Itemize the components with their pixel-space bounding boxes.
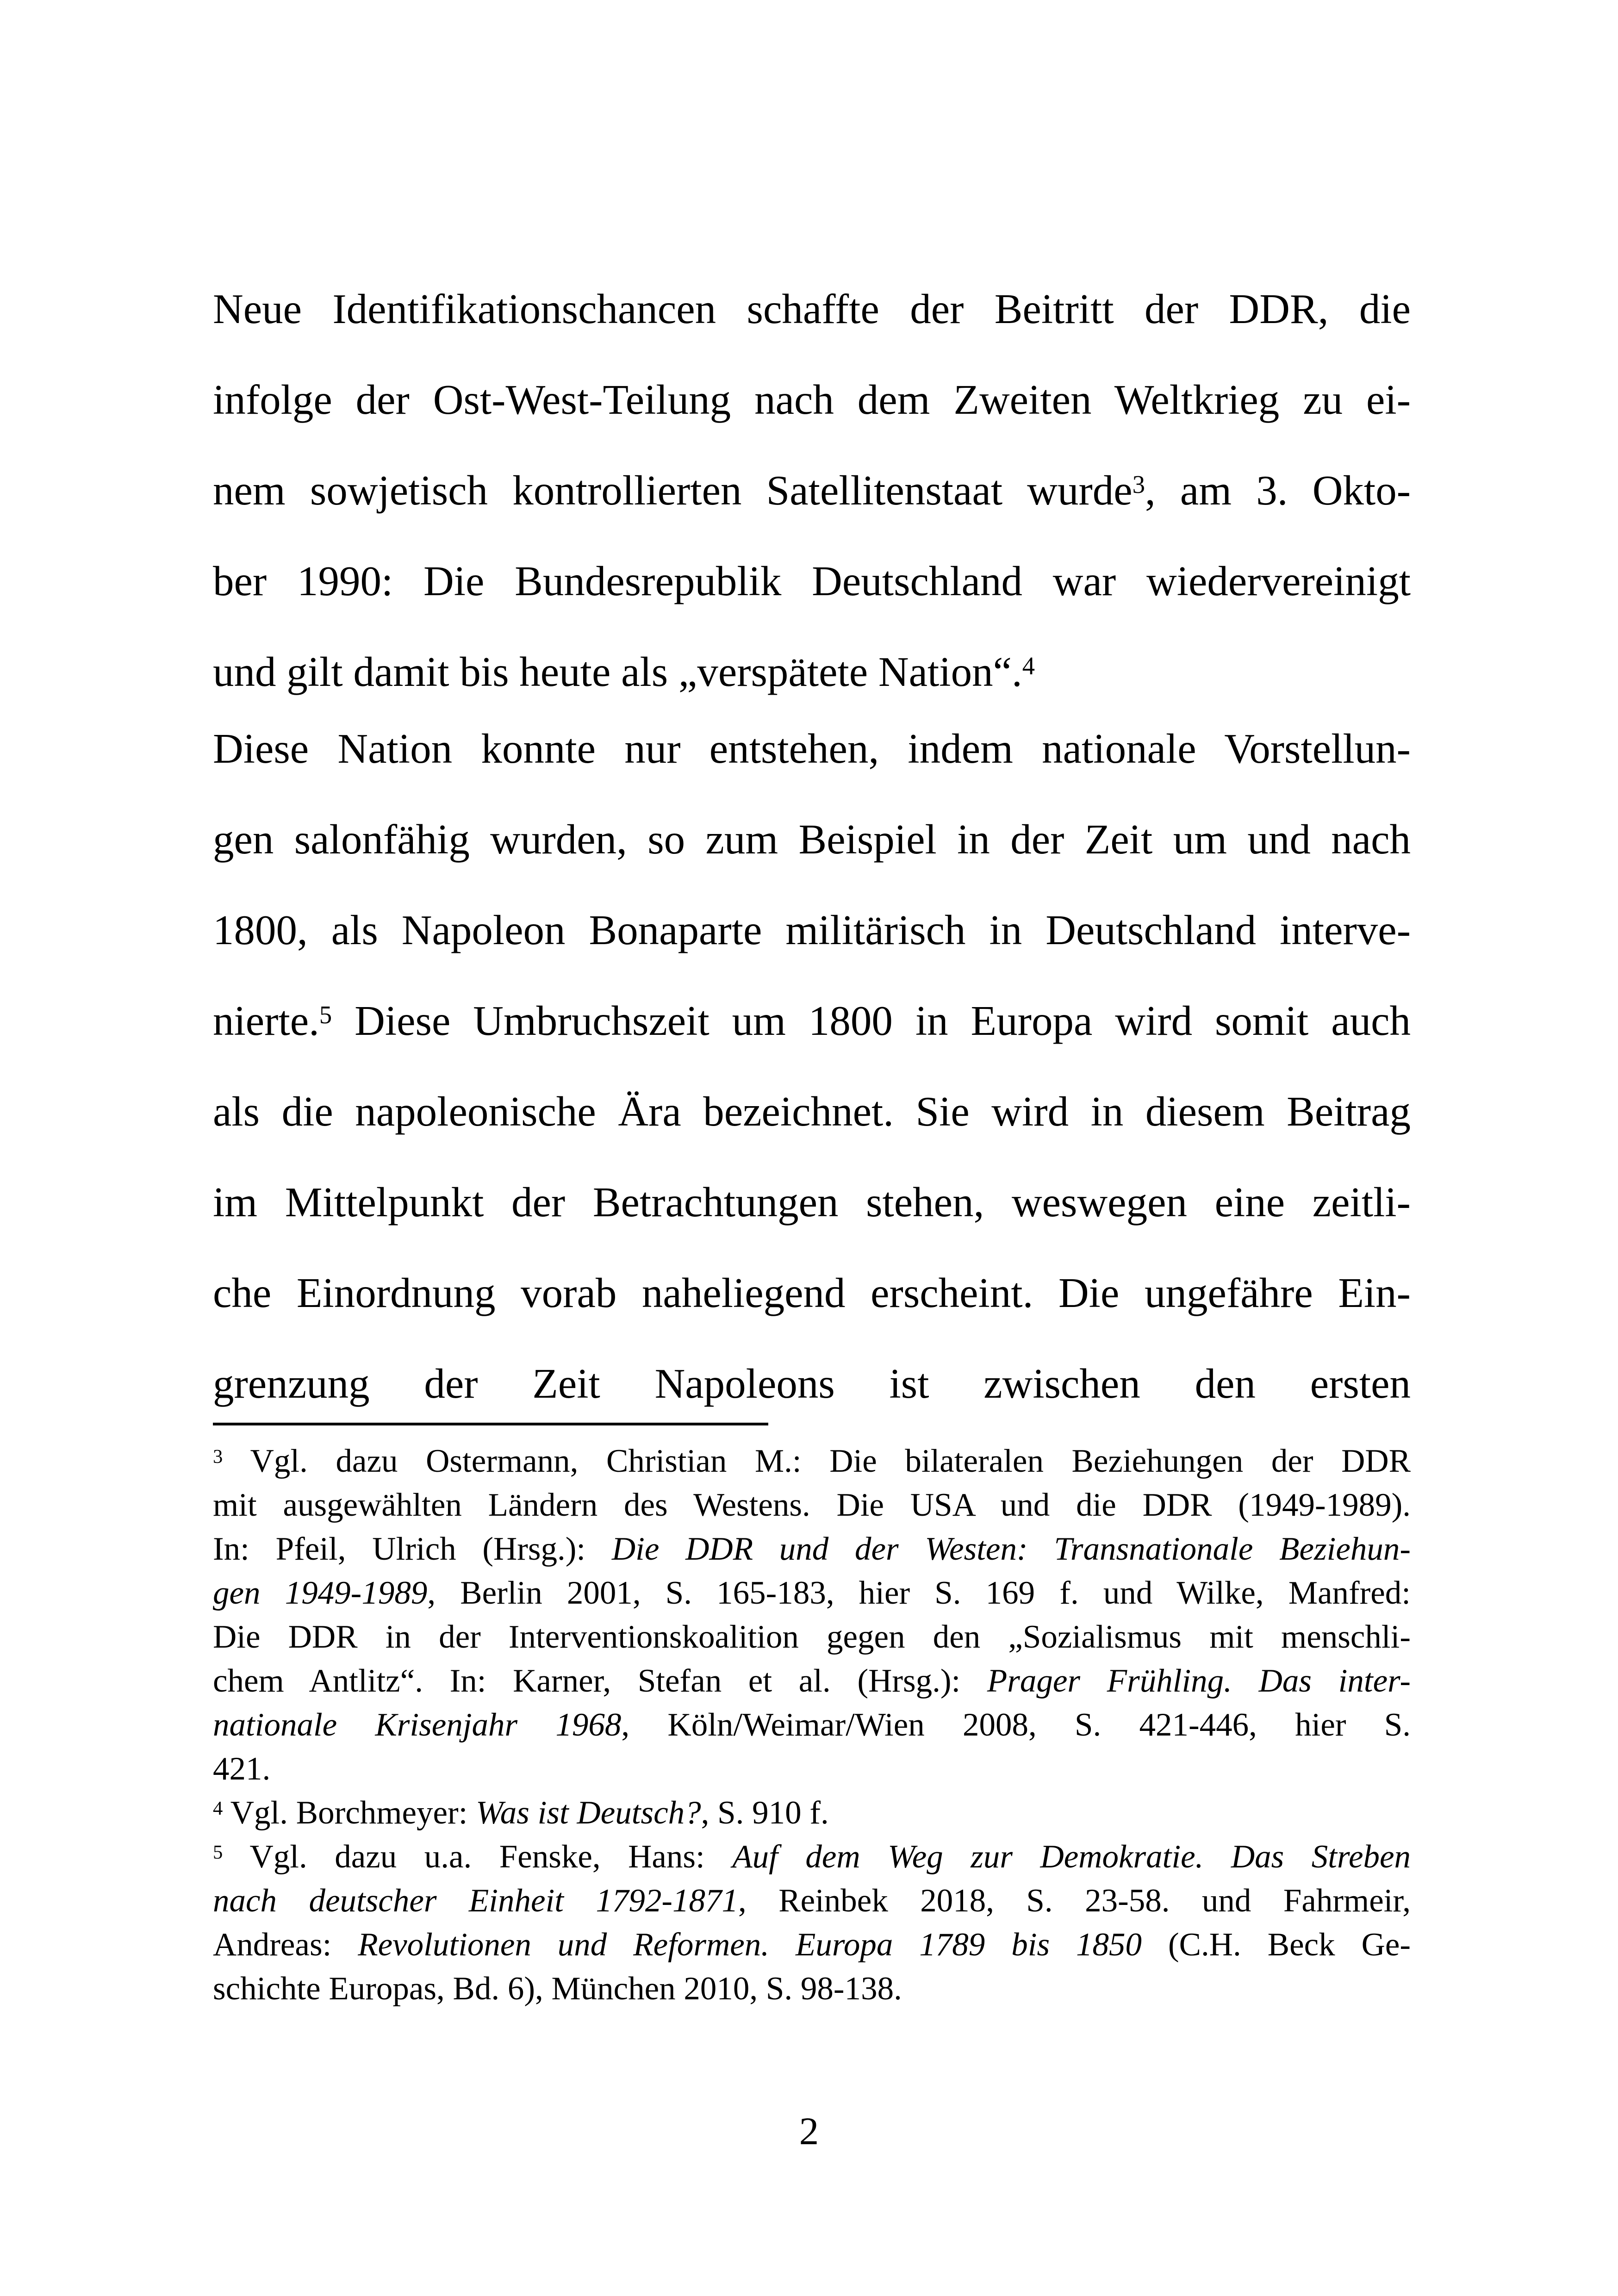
footnote-separator [213, 1423, 768, 1425]
footnote-line [213, 1747, 1411, 1791]
text-line: im Mittelpunkt der Betrachtungen stehen, weswegen eine zeitli- [213, 1179, 1411, 1226]
footnote-line [213, 1615, 1411, 1659]
footnote-text: 421. [213, 1751, 271, 1787]
footnote-line [213, 1483, 1411, 1527]
text-line: Neue Identifikationschancen schaffte der Beitritt der DDR, die [213, 286, 1411, 332]
text-run: und gilt damit bis heute als „verspätete Nation“. [213, 648, 1022, 695]
footnote-title: Auf dem Weg zur Demokratie. Das Streben [732, 1839, 1411, 1875]
footnote-text: , S. 910 f. [701, 1795, 829, 1831]
footnote-line [213, 1527, 1411, 1571]
text-run: , am 3. Okto- [1145, 467, 1411, 514]
footnote-text: , Köln/Weimar/Wien 2008, S. 421-446, hier S. [621, 1707, 1411, 1743]
footnote-marker[interactable]: 4 [1022, 652, 1035, 680]
footnote-text: In: Pfeil, Ulrich (Hrsg.): [213, 1531, 612, 1567]
footnote-title: Revolutionen und Reformen. Europa 1789 bis 1850 [358, 1927, 1142, 1963]
footnote-title: nach deutscher Einheit 1792-1871 [213, 1883, 739, 1919]
text-line: grenzung der Zeit Napoleons ist zwischen den ersten [213, 1360, 1411, 1407]
footnote-text: Die DDR in der Interventionskoalition gegen den „Sozialismus mit menschli- [213, 1619, 1411, 1655]
footnote-number: 5 [213, 1841, 223, 1863]
footnotes [213, 1439, 1411, 2011]
text-line [213, 976, 1411, 1066]
footnote-text: , Reinbek 2018, S. 23-58. und Fahrmeir, [738, 1883, 1411, 1919]
page-number: 2 [799, 2109, 819, 2153]
footnote-marker[interactable]: 3 [1132, 470, 1145, 499]
footnote-title: Die DDR und der Westen: Transnationale Beziehun- [611, 1531, 1411, 1567]
footnote-title: gen 1949-1989 [213, 1575, 428, 1611]
footnote-line [213, 1967, 1411, 2011]
text-run: nem sowjetisch kontrollierten Satellitenstaat wurde [213, 467, 1133, 514]
footnote-text: Andreas: [213, 1927, 358, 1963]
text-run: nierte. [213, 997, 319, 1044]
footnote-title: Was ist Deutsch? [476, 1795, 701, 1831]
text-line: che Einordnung vorab naheliegend erscheint. Die ungefähre Ein- [213, 1269, 1411, 1316]
footnote-text: mit ausgewählten Ländern des Westens. Die USA und die DDR (1949-1989). [213, 1487, 1411, 1523]
body-paragraph-1 [213, 264, 1411, 717]
footnote-title: Prager Frühling. Das inter- [987, 1663, 1411, 1699]
footnote-line [213, 1835, 1411, 1879]
footnote-line [213, 1571, 1411, 1615]
footnote-text: chem Antlitz“. In: Karner, Stefan et al. (Hrsg.): [213, 1663, 987, 1699]
text-line: Diese Nation konnte nur entstehen, indem nationale Vorstellun- [213, 725, 1411, 772]
footnote-line [213, 1923, 1411, 1967]
text-line: als die napoleonische Ära bezeichnet. Sie wird in diesem Beitrag [213, 1088, 1411, 1135]
text-line: ber 1990: Die Bundesrepublik Deutschland war wiedervereinigt [213, 558, 1411, 604]
footnote-line [213, 1879, 1411, 1923]
footnote-text: schichte Europas, Bd. 6), München 2010, S. 98-138. [213, 1971, 902, 2007]
text-line: infolge der Ost-West-Teilung nach dem Zweiten Weltkrieg zu ei- [213, 376, 1411, 423]
footnote-title: nationale Krisenjahr 1968 [213, 1707, 622, 1743]
footnote-text: , Berlin 2001, S. 165-183, hier S. 169 f. und Wilke, Manfred: [427, 1575, 1411, 1611]
footnote-line [213, 1659, 1411, 1703]
body-paragraph-2 [213, 703, 1411, 1429]
footnote-text: Vgl. Borchmeyer: [223, 1795, 476, 1831]
footnote-text: (C.H. Beck Ge- [1142, 1927, 1411, 1963]
footnote-number: 3 [213, 1445, 223, 1468]
text-run: Diese Umbruchszeit um 1800 in Europa wird somit auch [332, 997, 1411, 1044]
footnote-number: 4 [213, 1797, 223, 1819]
text-line: 1800, als Napoleon Bonaparte militärisch in Deutschland interve- [213, 907, 1411, 953]
footnote-line [213, 1791, 1411, 1835]
text-line: gen salonfähig wurden, so zum Beispiel in der Zeit um und nach [213, 816, 1411, 863]
text-line [213, 445, 1411, 536]
footnote-line [213, 1439, 1411, 1483]
footnote-marker[interactable]: 5 [319, 1001, 332, 1029]
footnote-text: Vgl. dazu Ostermann, Christian M.: Die bilateralen Beziehungen der DDR [223, 1443, 1411, 1479]
footnote-line [213, 1703, 1411, 1747]
footnote-text: Vgl. dazu u.a. Fenske, Hans: [223, 1839, 733, 1875]
